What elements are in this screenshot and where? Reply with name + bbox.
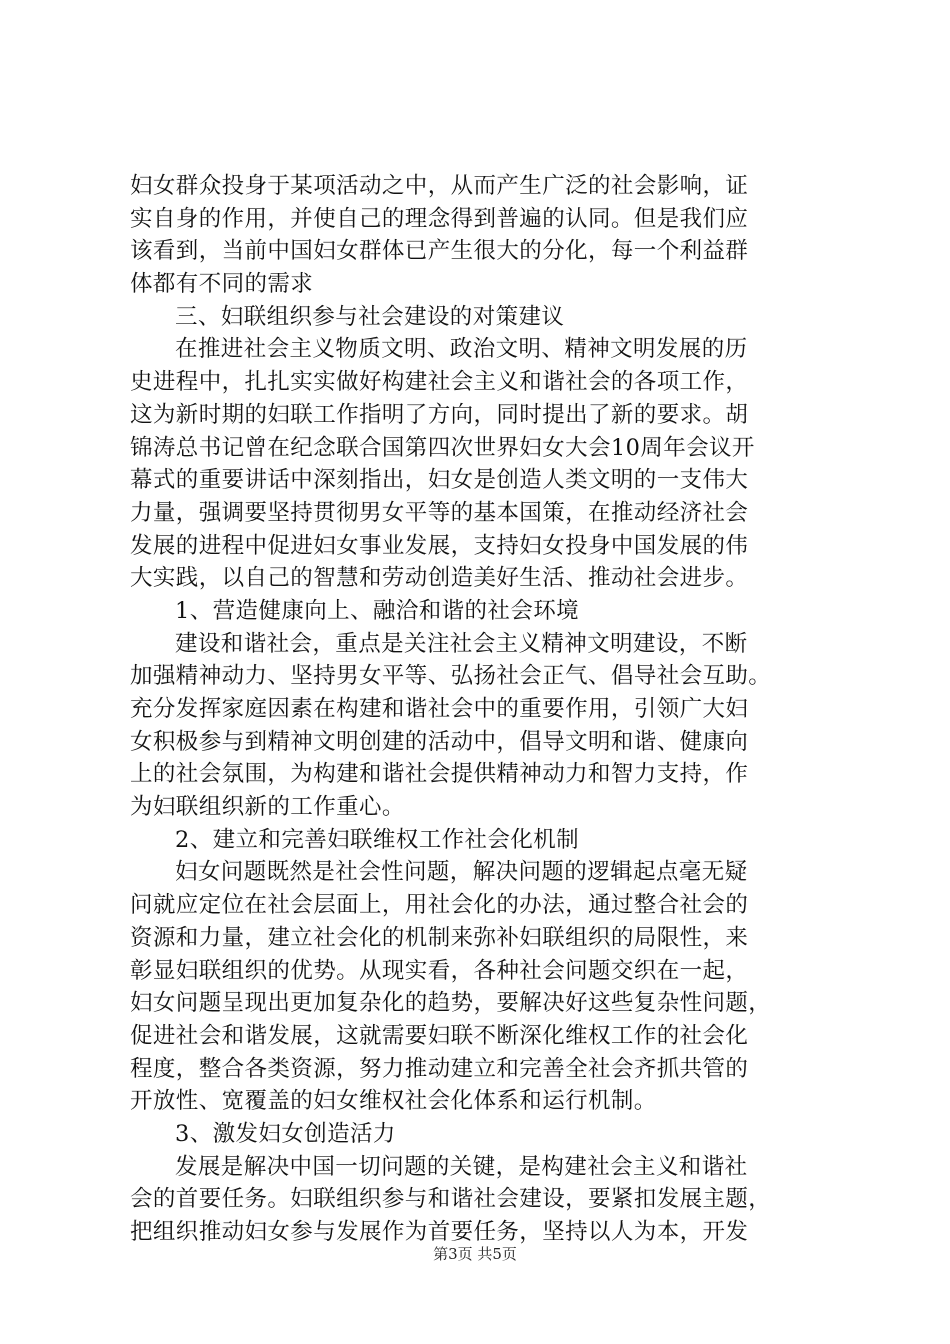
text-line: 2、建立和完善妇联维权工作社会化机制 [175, 826, 580, 853]
text-line: 三、妇联组织参与社会建设的对策建议 [175, 303, 565, 330]
text-line: 充分发挥家庭因素在构建和谐社会中的重要作用，引领广大妇 [130, 696, 749, 722]
text-line: 发展是解决中国一切问题的关键，是构建社会主义和谐社 [175, 1153, 748, 1180]
text-line: 体都有不同的需求 [130, 271, 314, 298]
text-line: 这为新时期的妇联工作指明了方向，同时提出了新的要求。胡 [130, 401, 749, 428]
text-line: 幕式的重要讲话中深刻指出，妇女是创造人类文明的一支伟大 [130, 467, 749, 494]
text-line: 史进程中，扎扎实实做好构建社会主义和谐社会的各项工作， [130, 369, 749, 396]
text-line: 会的首要任务。妇联组织参与和谐社会建设，要紧扣发展主题， [130, 1186, 772, 1213]
text-line: 程度，整合各类资源，努力推动建立和完善全社会齐抓共管的 [130, 1055, 749, 1082]
text-line: 1、营造健康向上、融洽和谐的社会环境 [175, 597, 580, 624]
text-line: 把组织推动妇女参与发展作为首要任务，坚持以人为本，开发 [130, 1219, 749, 1245]
text-line: 实自身的作用，并使自己的理念得到普遍的认同。但是我们应 [130, 205, 749, 232]
page-footer: 第3页 共5页 [433, 1245, 517, 1263]
text-line: 资源和力量，建立社会化的机制来弥补妇联组织的局限性，来 [130, 924, 749, 951]
text-line: 发展的进程中促进妇女事业发展，支持妇女投身中国发展的伟 [130, 532, 749, 559]
text-line: 加强精神动力、坚持男女平等、弘扬社会正气、倡导社会互助。 [130, 663, 772, 690]
text-line: 上的社会氛围，为构建和谐社会提供精神动力和智力支持，作 [130, 761, 749, 788]
text-line: 问就应定位在社会层面上，用社会化的办法，通过整合社会的 [130, 892, 749, 919]
document-body [130, 170, 830, 1249]
text-line: 力量，强调要坚持贯彻男女平等的基本国策，在推动经济社会 [130, 499, 749, 526]
text-line: 该看到，当前中国妇女群体已产生很大的分化，每一个利益群 [130, 238, 749, 265]
text-line: 妇女问题既然是社会性问题，解决问题的逻辑起点毫无疑 [175, 859, 748, 886]
text-line: 彰显妇联组织的优势。从现实看，各种社会问题交织在一起， [130, 957, 749, 984]
text-line: 大实践，以自己的智慧和劳动创造美好生活、推动社会进步。 [130, 565, 749, 592]
text-line: 为妇联组织新的工作重心。 [130, 794, 405, 821]
text-line: 在推进社会主义物质文明、政治文明、精神文明发展的历 [175, 336, 748, 363]
text-line: 锦涛总书记曾在纪念联合国第四次世界妇女大会10周年会议开 [130, 434, 755, 461]
text-line: 3、激发妇女创造活力 [175, 1120, 396, 1147]
text-line: 女积极参与到精神文明创建的活动中，倡导文明和谐、健康向 [130, 728, 749, 755]
text-line: 促进社会和谐发展，这就需要妇联不断深化维权工作的社会化 [130, 1022, 749, 1049]
text-line: 开放性、宽覆盖的妇女维权社会化体系和运行机制。 [130, 1088, 657, 1115]
text-line: 妇女群众投身于某项活动之中，从而产生广泛的社会影响，证 [130, 173, 749, 199]
text-line: 建设和谐社会，重点是关注社会主义精神文明建设，不断 [175, 630, 748, 657]
text-line: 妇女问题呈现出更加复杂化的趋势，要解决好这些复杂性问题， [130, 990, 772, 1017]
